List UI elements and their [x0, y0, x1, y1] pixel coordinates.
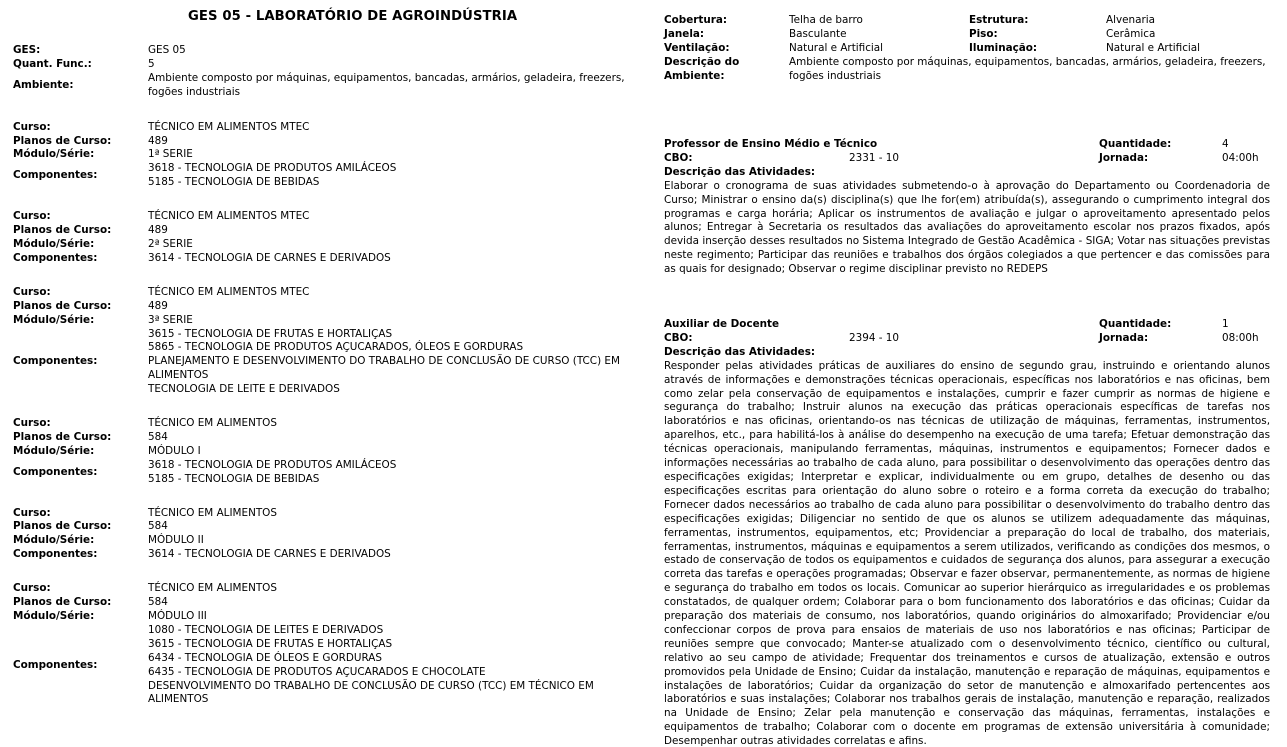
componente-item: 3615 - TECNOLOGIA DE FRUTAS E HORTALIÇAS: [148, 327, 393, 340]
jornada-label: Jornada:: [1099, 151, 1149, 164]
page-title: GES 05 - LABORATÓRIO DE AGROINDÚSTRIA: [188, 9, 518, 24]
cobertura-value: Telha de barro: [789, 14, 863, 26]
ambiente-label: Ambiente:: [13, 78, 74, 91]
quant-func-label: Quant. Func.:: [13, 57, 92, 70]
componente-item: 5865 - TECNOLOGIA DE PRODUTOS AÇUCARADOS, ÓLEOS E GORDURAS: [148, 341, 524, 354]
componentes-list: [148, 548, 653, 562]
env-row-2: [664, 28, 1270, 42]
role-auxiliar: [664, 318, 1270, 747]
planos-de-curso-label: Planos de Curso:: [13, 224, 112, 237]
componente-item: 3618 - TECNOLOGIA DE PRODUTOS AMILÁCEOS: [148, 458, 397, 471]
course-block: [13, 417, 653, 487]
piso-value: Cerâmica: [1106, 27, 1156, 40]
planos-de-curso-label: Planos de Curso:: [13, 430, 112, 443]
curso-value: TÉCNICO EM ALIMENTOS MTEC: [148, 120, 310, 133]
modulo-serie-label: Módulo/Série:: [13, 534, 95, 547]
ges-label: GES:: [13, 44, 41, 56]
planos-de-curso-value: 584: [148, 430, 168, 443]
estrutura-value: Alvenaria: [1106, 14, 1156, 26]
course-block: [13, 286, 653, 397]
componente-item: TECNOLOGIA DE LEITE E DERIVADOS: [148, 383, 340, 396]
course-list: [13, 121, 653, 708]
componentes-list: [148, 328, 653, 398]
modulo-serie-label: Módulo/Série:: [13, 444, 95, 457]
componente-item: 6434 - TECNOLOGIA DE ÓLEOS E GORDURAS: [148, 651, 382, 664]
activities-text: Responder pelas atividades práticas de auxiliares do ensino de segundo grau, instruindo e orientando alunos através de informações e demonstrações técnicas operacionais, específicas nos laboratórios e nas oficinas, bem como zelar pela conservação de equipamentos e instalações, cumprir e fazer cumprir as normas de higiene e segurança do trabalho; Instruir alunos na execução das práticas operacionais específicas de tarefas nos laboratórios e nas oficinas, orientando-os nas técnicas de utilização de máquinas, ferramentas, instrumentos, aparelhos, etc., para habilitá-los à análise do desempenho na execução de uma tarefa; Efetuar demonstração das técnicas operacionais, manipulando ferramentas, máquinas, instrumentos e equipamentos; Fornecer dados e informações necessárias ao trabalho de cada aluno, para possibilitar o desenvolvimento das operações dentro das especificações exigidas; Interpretar e explicar, individualmente ou em grupo, detalhes de desenho ou das especificações escritas para orientação do aluno sobre o roteiro e a forma correta da execução do trabalho; Fornecer dados necessários ao trabalho de cada aluno para possibilitar o desenvolvimento do trabalho dentro das especificações exigidas; Diligenciar no sentido de que os alunos se utilizem adequadamente das máquinas, ferramentas, instrumentos, equipamentos, etc; Providenciar a preparação do local de trabalho, dos materiais, ferramentas, instrumentos, máquinas e equipamentos a serem utilizados, verificando as condições dos mesmos, o estado de conservação de todos os equipamentos e cuidados de segurança dos alunos, para assegurar a execução correta das tarefas e operações programadas; Observar e fazer observar, permanentemente, as normas de higiene e segurança do trabalho em todos os locais. Comunicar ao superior hierárquico as irregularidades e os problemas constatados, de qualquer ordem; Colaborar para o bom funcionamento dos laboratórios e das oficinas; Cuidar da preparação dos materiais de consumo, nos laboratórios, quando originários do almoxarifado; Providenciar e/ou confeccionar corpos de prova para ensaios de materiais de uso nos laboratórios e nas oficinas; Participar de reuniões sempre que convocado; Manter-se atualizado com o desenvolvimento técnico, científico ou cultural, relativo ao seu campo de atividade; Frequentar dos treinamentos e cursos de atualização, extensão e outros promovidos pela Unidade de Ensino; Cuidar da instalação, manutenção e reparação de máquinas, equipamentos e instalações de laboratórios; Cuidar da organização do setor de manutenção e almoxarifado pertencentes aos laboratórios e suas instalações; Colaborar nos trabalhos gerais de instalação, manutenção e reparação, realizados na Unidade de Ensino; Zelar pela manutenção e conservação das máquinas, ferramentas, instalações e equipamentos de trabalho; Colaborar com o docente em programas de extensão universitária à comunidade; Desempenhar outras atividades correlatas e afins.: [664, 359, 1270, 747]
activities-text: Elaborar o cronograma de suas atividades submetendo-o à aprovação do Departamento ou Coordenadoria de Curso; Ministrar o ensino da(s) disciplina(s) que lhe for(em) atribuída(s), assegurando o cumprimento integral dos programas e carga horária; Aplicar os instrumentos de avaliação e julgar o aproveitamento apresentado pelos alunos; Entregar à Secretaria os resultados das avaliações do aproveitamento escolar nos prazos fixados, após devida inserção desses resultados no Sistema Integrado de Gestão Acadêmica - SIGA; Votar nas situações previstas neste regimento; Participar das reuniões e trabalhos dos órgãos colegiados a que pertencer e das comissões para as quais for designado; Observar o regime disciplinar previsto no REDEPS: [664, 179, 1270, 276]
modulo-serie-value: 1ª SERIE: [148, 148, 193, 161]
componente-item: 3615 - TECNOLOGIA DE FRUTAS E HORTALIÇAS: [148, 637, 393, 650]
curso-label: Curso:: [13, 506, 51, 519]
jornada-value: 04:00h: [1222, 151, 1259, 164]
modulo-serie-label: Módulo/Série:: [13, 610, 95, 622]
modulo-serie-value: 3ª SERIE: [148, 313, 193, 326]
componente-item: 5185 - TECNOLOGIA DE BEBIDAS: [148, 472, 320, 485]
componentes-list: [148, 252, 653, 266]
curso-row: [13, 286, 653, 300]
role-cbo-row: [664, 332, 1270, 346]
janela-label: Janela:: [664, 27, 705, 40]
role-header: [664, 138, 1270, 152]
modulo-serie-row: [13, 610, 653, 624]
planos-de-curso-label: Planos de Curso:: [13, 134, 112, 147]
componentes-row: [13, 459, 653, 487]
course-block: [13, 582, 653, 707]
curso-label: Curso:: [13, 120, 51, 133]
ges-value: GES 05: [148, 44, 186, 56]
role-title: Professor de Ensino Médio e Técnico: [664, 138, 878, 150]
planos-de-curso-row: [13, 520, 653, 534]
planos-de-curso-row: [13, 300, 653, 314]
env-row-3: [664, 42, 1270, 56]
planos-de-curso-value: 489: [148, 224, 168, 237]
curso-value: TÉCNICO EM ALIMENTOS: [148, 506, 277, 519]
modulo-serie-value: MÓDULO III: [148, 610, 207, 622]
modulo-serie-row: [13, 238, 653, 252]
curso-row: [13, 210, 653, 224]
role-header: [664, 318, 1270, 332]
course-block: [13, 507, 653, 563]
janela-value: Basculante: [789, 27, 847, 40]
quantidade-label: Quantidade:: [1099, 318, 1172, 330]
planos-de-curso-label: Planos de Curso:: [13, 299, 112, 312]
curso-row: [13, 121, 653, 135]
componentes-row: [13, 162, 653, 190]
componente-item: DESENVOLVIMENTO DO TRABALHO DE CONCLUSÃO DE CURSO (TCC) EM TÉCNICO EM ALIMENTOS: [148, 679, 594, 706]
cbo-label: CBO:: [664, 151, 693, 164]
quantidade-value: 4: [1222, 138, 1229, 150]
componentes-list: [148, 624, 653, 707]
curso-label: Curso:: [13, 417, 51, 430]
componente-item: 3618 - TECNOLOGIA DE PRODUTOS AMILÁCEOS: [148, 162, 397, 175]
componentes-label: Componentes:: [13, 355, 98, 368]
planos-de-curso-value: 584: [148, 596, 168, 609]
env-row-1: [664, 14, 1270, 28]
course-block: [13, 121, 653, 191]
componentes-row: [13, 624, 653, 707]
componente-item: PLANEJAMENTO E DESENVOLVIMENTO DO TRABALHO DE CONCLUSÃO DE CURSO (TCC) EM ALIMENTOS: [148, 355, 620, 382]
modulo-serie-row: [13, 314, 653, 328]
descricao-value: Ambiente composto por máquinas, equipamentos, bancadas, armários, geladeira, freezers, fogões industriais: [789, 55, 1266, 82]
modulo-serie-row: [13, 534, 653, 548]
componentes-row: [13, 252, 653, 266]
estrutura-label: Estrutura:: [969, 14, 1029, 26]
modulo-serie-row: [13, 445, 653, 459]
planos-de-curso-value: 584: [148, 520, 168, 533]
planos-de-curso-value: 489: [148, 134, 168, 147]
curso-value: TÉCNICO EM ALIMENTOS: [148, 582, 277, 595]
ambiente-value: Ambiente composto por máquinas, equipamentos, bancadas, armários, geladeira, freezers, fogões industriais: [148, 71, 625, 98]
activities-label: Descrição das Atividades:: [664, 345, 816, 358]
planos-de-curso-label: Planos de Curso:: [13, 520, 112, 533]
planos-de-curso-row: [13, 596, 653, 610]
cbo-value: 2394 - 10: [849, 331, 900, 344]
cbo-value: 2331 - 10: [849, 151, 900, 164]
descricao-label: Descrição do Ambiente:: [664, 55, 740, 82]
curso-row: [13, 507, 653, 521]
ambiente-row: [13, 72, 653, 100]
modulo-serie-value: MÓDULO II: [148, 534, 204, 547]
environment-info: [664, 14, 1270, 84]
planos-de-curso-row: [13, 431, 653, 445]
componentes-label: Componentes:: [13, 251, 98, 264]
curso-label: Curso:: [13, 582, 51, 595]
componentes-label: Componentes:: [13, 658, 98, 671]
curso-value: TÉCNICO EM ALIMENTOS: [148, 417, 277, 430]
modulo-serie-value: MÓDULO I: [148, 444, 201, 457]
componentes-label: Componentes:: [13, 465, 98, 478]
planos-de-curso-value: 489: [148, 299, 168, 312]
role-professor: [664, 138, 1270, 277]
cbo-label: CBO:: [664, 331, 693, 344]
curso-row: [13, 417, 653, 431]
activities-label: Descrição das Atividades:: [664, 165, 816, 178]
componentes-list: [148, 459, 653, 487]
role-cbo-row: [664, 152, 1270, 166]
role-title: Auxiliar de Docente: [664, 318, 780, 330]
cobertura-label: Cobertura:: [664, 14, 728, 26]
componentes-label: Componentes:: [13, 548, 98, 561]
modulo-serie-label: Módulo/Série:: [13, 313, 95, 326]
modulo-serie-value: 2ª SERIE: [148, 237, 193, 250]
planos-de-curso-label: Planos de Curso:: [13, 596, 112, 609]
modulo-serie-row: [13, 148, 653, 162]
componentes-row: [13, 548, 653, 562]
planos-de-curso-row: [13, 224, 653, 238]
piso-label: Piso:: [969, 27, 998, 40]
env-description-row: [664, 56, 1270, 84]
componente-item: 5185 - TECNOLOGIA DE BEBIDAS: [148, 176, 320, 189]
componente-item: 1080 - TECNOLOGIA DE LEITES E DERIVADOS: [148, 623, 384, 636]
componente-item: 6435 - TECNOLOGIA DE PRODUTOS AÇUCARADOS E CHOCOLATE: [148, 665, 486, 678]
curso-label: Curso:: [13, 210, 51, 223]
curso-value: TÉCNICO EM ALIMENTOS MTEC: [148, 210, 310, 223]
curso-value: TÉCNICO EM ALIMENTOS MTEC: [148, 285, 310, 298]
componente-item: 3614 - TECNOLOGIA DE CARNES E DERIVADOS: [148, 548, 391, 561]
jornada-label: Jornada:: [1099, 331, 1149, 344]
course-block: [13, 210, 653, 266]
quant-func-value: 5: [148, 57, 155, 70]
iluminacao-label: Iluminação:: [969, 41, 1038, 54]
jornada-value: 08:00h: [1222, 331, 1259, 344]
left-column: [13, 44, 653, 727]
componentes-row: [13, 328, 653, 398]
quantidade-value: 1: [1222, 318, 1229, 330]
curso-row: [13, 582, 653, 596]
planos-de-curso-row: [13, 135, 653, 149]
curso-label: Curso:: [13, 285, 51, 298]
ges-row: [13, 44, 653, 58]
ventilacao-label: Ventilação:: [664, 41, 730, 54]
componentes-list: [148, 162, 653, 190]
ventilacao-value: Natural e Artificial: [789, 41, 884, 54]
quant-func-row: [13, 58, 653, 72]
quantidade-label: Quantidade:: [1099, 138, 1172, 150]
iluminacao-value: Natural e Artificial: [1106, 41, 1201, 54]
modulo-serie-label: Módulo/Série:: [13, 148, 95, 161]
modulo-serie-label: Módulo/Série:: [13, 237, 95, 250]
componente-item: 3614 - TECNOLOGIA DE CARNES E DERIVADOS: [148, 251, 391, 264]
componentes-label: Componentes:: [13, 169, 98, 182]
